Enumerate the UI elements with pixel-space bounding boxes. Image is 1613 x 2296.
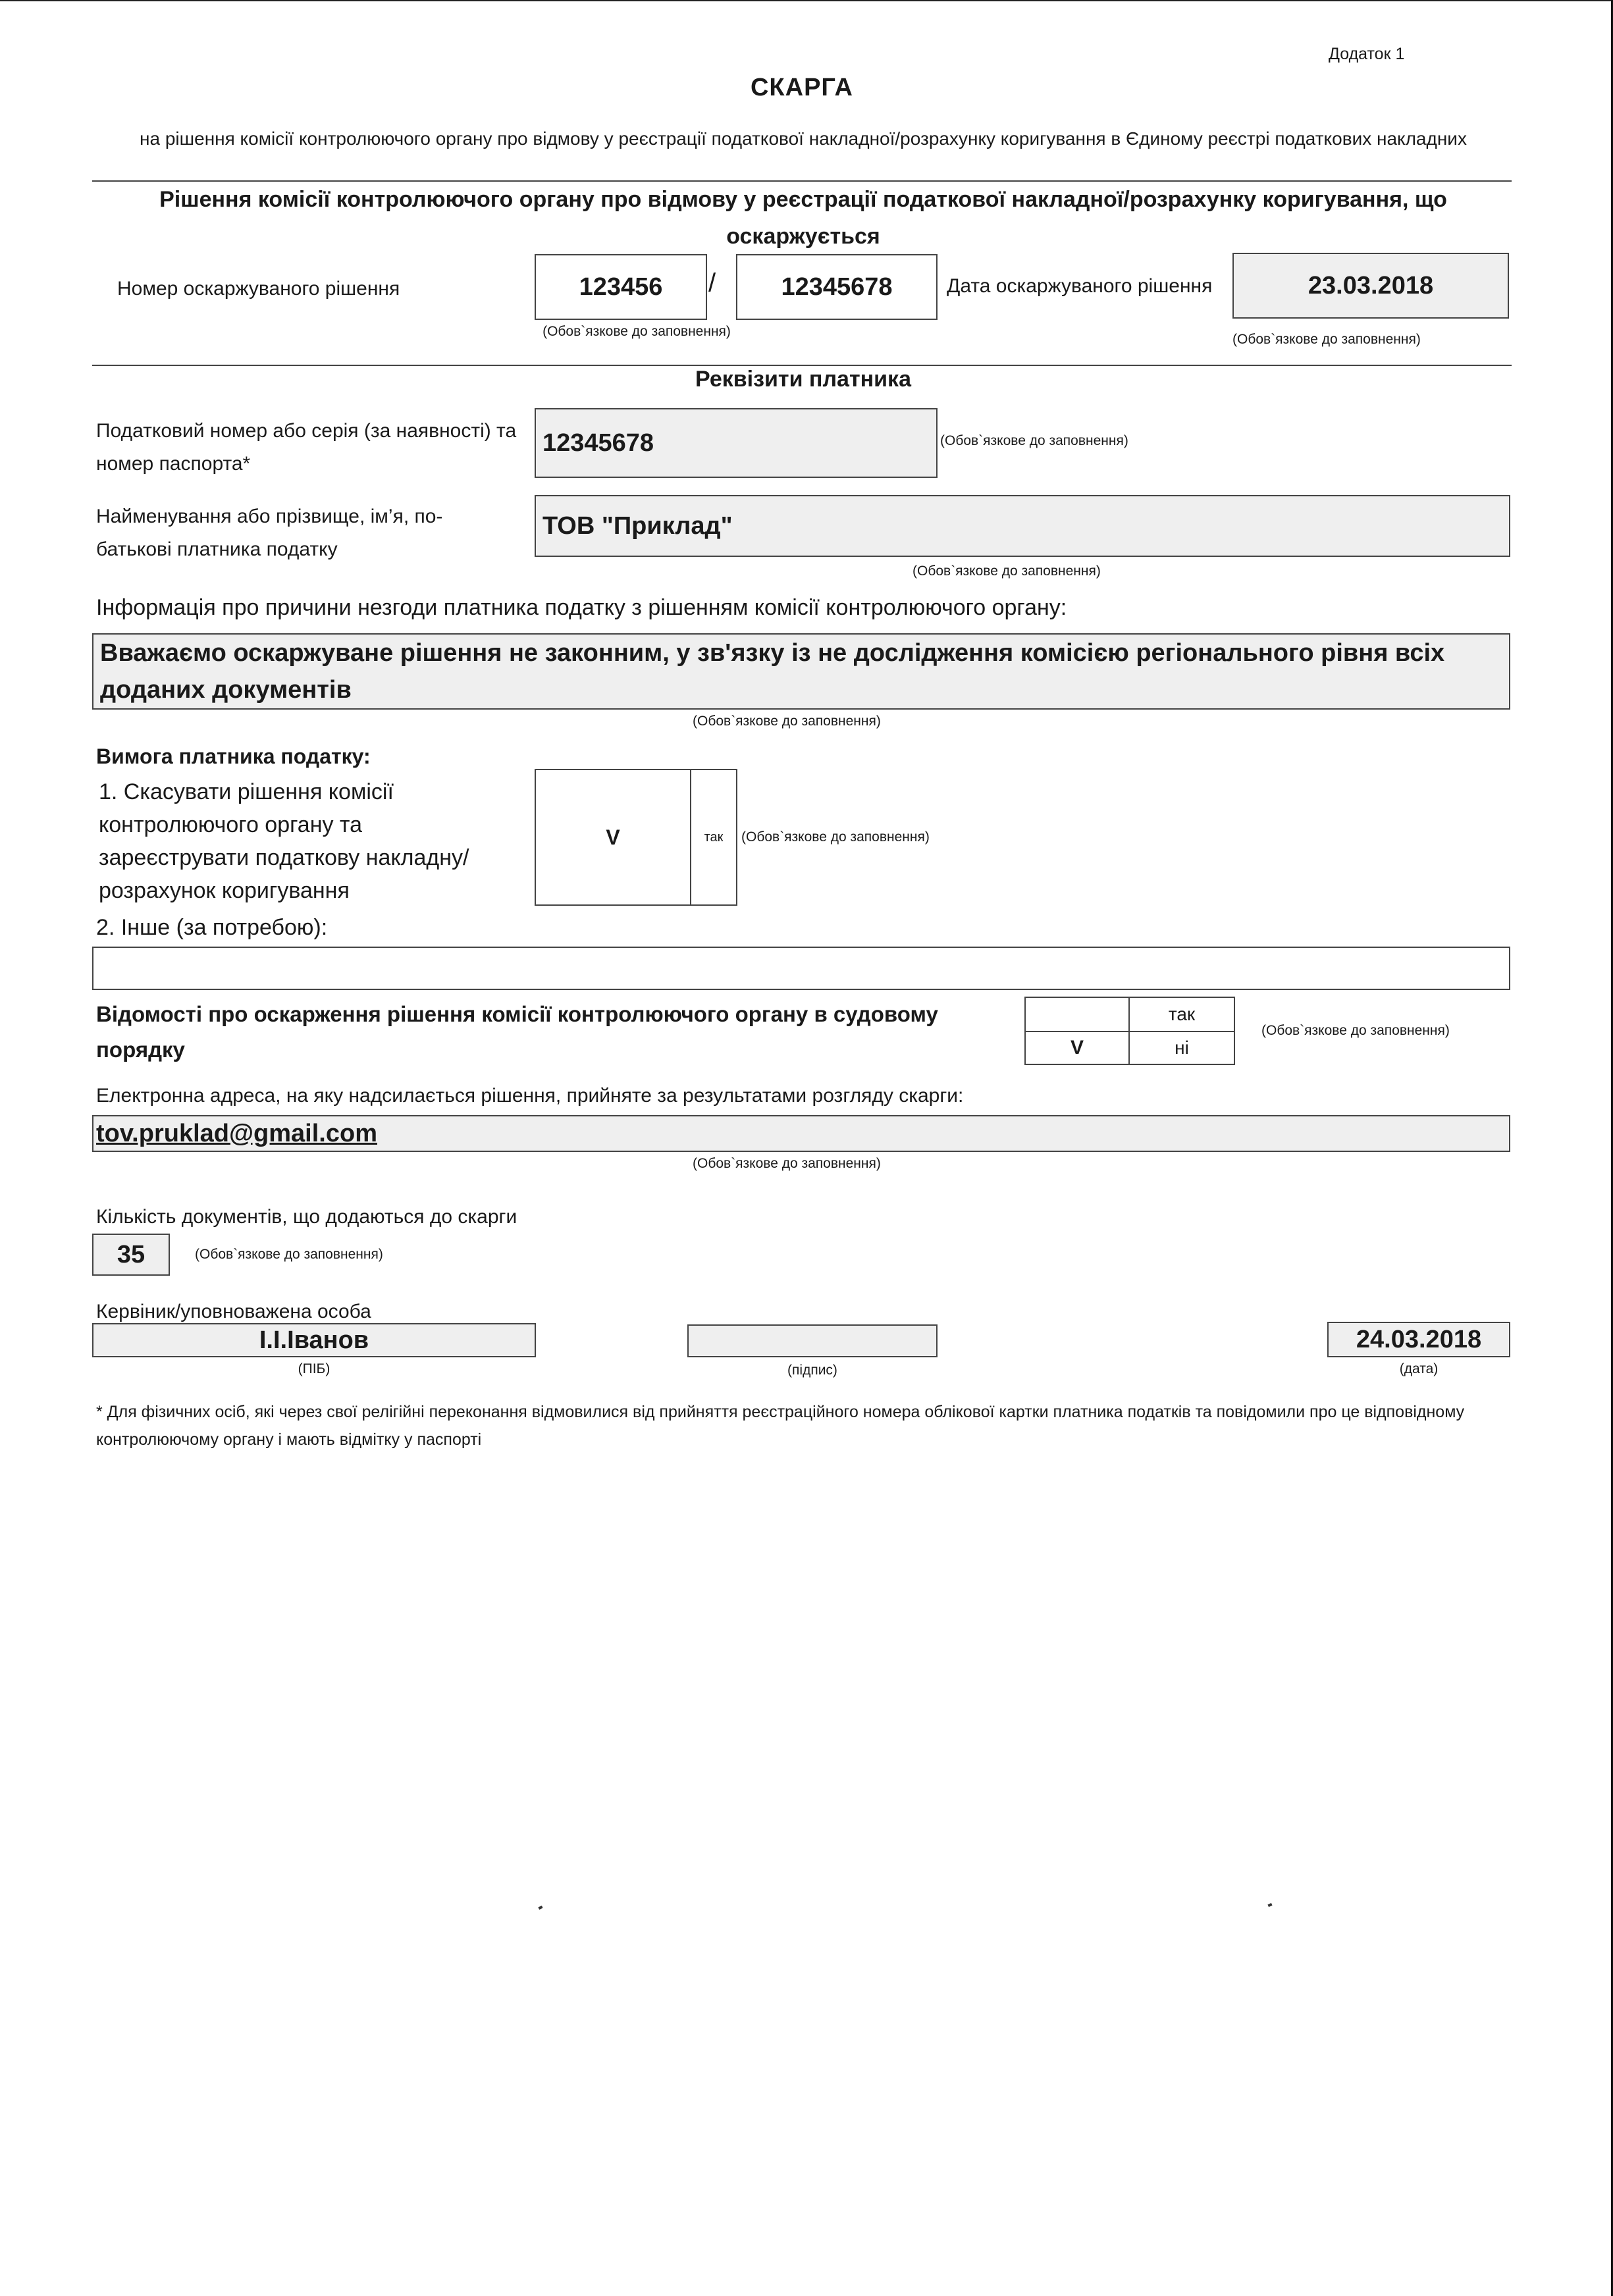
payer-name-field[interactable]: ТОВ "Приклад" [535,495,1510,557]
court-appeal-label: Відомості про оскарження рішення комісії контролюючого органу в судовому порядку [96,1002,938,1062]
decision-date-required-note: (Обов`язкове до заповнення) [1232,332,1421,347]
payer-name-label: Найменування або прізвище, ім’я, по-батькові платника податку [96,506,443,560]
email-field[interactable]: tov.pruklad@gmail.com [92,1115,1510,1152]
court-yes-label: так [1128,997,1235,1032]
demand-item2-field[interactable] [92,947,1510,990]
decision-number-part1-field[interactable]: 123456 [535,254,707,320]
document-title: СКАРГА [750,74,853,101]
demand-item1-checkbox[interactable]: V [535,769,691,906]
disagreement-label: Інформація про причини незгоди платника податку з рішенням комісії контролюючого органу: [96,595,1067,620]
court-no-label: ні [1128,1031,1235,1065]
tax-number-field[interactable]: 12345678 [535,408,938,478]
payer-name-required-note: (Обов`язкове до заповнення) [912,563,1101,579]
signatory-name-caption: (ПІБ) [298,1361,331,1376]
decision-date-field[interactable]: 23.03.2018 [1232,253,1509,319]
decision-number-part2-field[interactable]: 12345678 [736,254,938,320]
scan-speck [538,1906,542,1910]
court-required-note: (Обов`язкове до заповнення) [1261,1023,1450,1038]
number-separator: / [708,269,716,298]
decision-number-label: Номер оскаржуваного рішення [117,278,400,300]
decision-number-required-note: (Обов`язкове до заповнення) [542,324,731,339]
demand-heading: Вимога платника податку: [96,744,371,768]
decision-date-label: Дата оскаржуваного рішення [947,275,1213,297]
payer-heading: Реквізити платника [695,367,911,392]
email-label: Електронна адреса, на яку надсилається рішення, прийняте за результатами розгляду скарги: [96,1085,964,1107]
appendix-label: Додаток 1 [1329,45,1405,63]
demand-item1-required-note: (Обов`язкове до заповнення) [741,829,930,845]
signature-caption: (підпис) [787,1363,837,1378]
document-subtitle: на рішення комісії контролюючого органу про відмову у реєстрації податкової накладної/розрахунку коригування в Єдиному реєстрі податкових накладних [140,128,1467,149]
email-required-note: (Обов`язкове до заповнення) [693,1156,881,1171]
tax-number-required-note: (Обов`язкове до заповнення) [940,433,1128,448]
demand-item1-option-label: так [690,769,737,906]
signature-date-caption: (дата) [1399,1361,1439,1376]
scan-edge-top [0,0,1613,1]
signature-field[interactable] [687,1324,938,1357]
demand-item1-text: 1. Скасувати рішення комісії контролюючого органу та зареєструвати податкову накладну/розрахунок коригування [99,779,469,903]
court-no-checkbox[interactable]: V [1024,1031,1130,1065]
court-yes-checkbox[interactable] [1024,997,1130,1032]
disagreement-required-note: (Обов`язкове до заповнення) [693,714,881,729]
documents-count-label: Кількість документів, що додаються до скарги [96,1206,517,1228]
demand-item2-text: 2. Інше (за потребою): [96,915,328,940]
documents-count-field[interactable]: 35 [92,1234,170,1276]
decision-heading: Рішення комісії контролюючого органу про відмову у реєстрації податкової накладної/розрахунку коригування, що оскаржується [159,187,1447,249]
signature-date-field[interactable]: 24.03.2018 [1327,1322,1510,1357]
signatory-label: Кервіник/уповноважена особа [96,1301,371,1322]
footnote: * Для фізичних осіб, які через свої релігійні переконання відмовилися від прийняття реєстраційного номера облікової картки платника податків та повідомили про це відповідному контролюючому органу і мають відмітку у паспорті [96,1403,1465,1449]
signatory-name-field[interactable]: І.І.Іванов [92,1323,536,1357]
scan-speck [1267,1903,1272,1907]
tax-number-label: Податковий номер або серія (за наявності) та номер паспорта* [96,420,517,475]
documents-count-required-note: (Обов`язкове до заповнення) [195,1247,383,1262]
disagreement-field[interactable]: Вважаємо оскаржуване рішення не законним, у зв'язку із не дослідження комісією регіонального рівня всіх доданих документів [92,633,1510,710]
